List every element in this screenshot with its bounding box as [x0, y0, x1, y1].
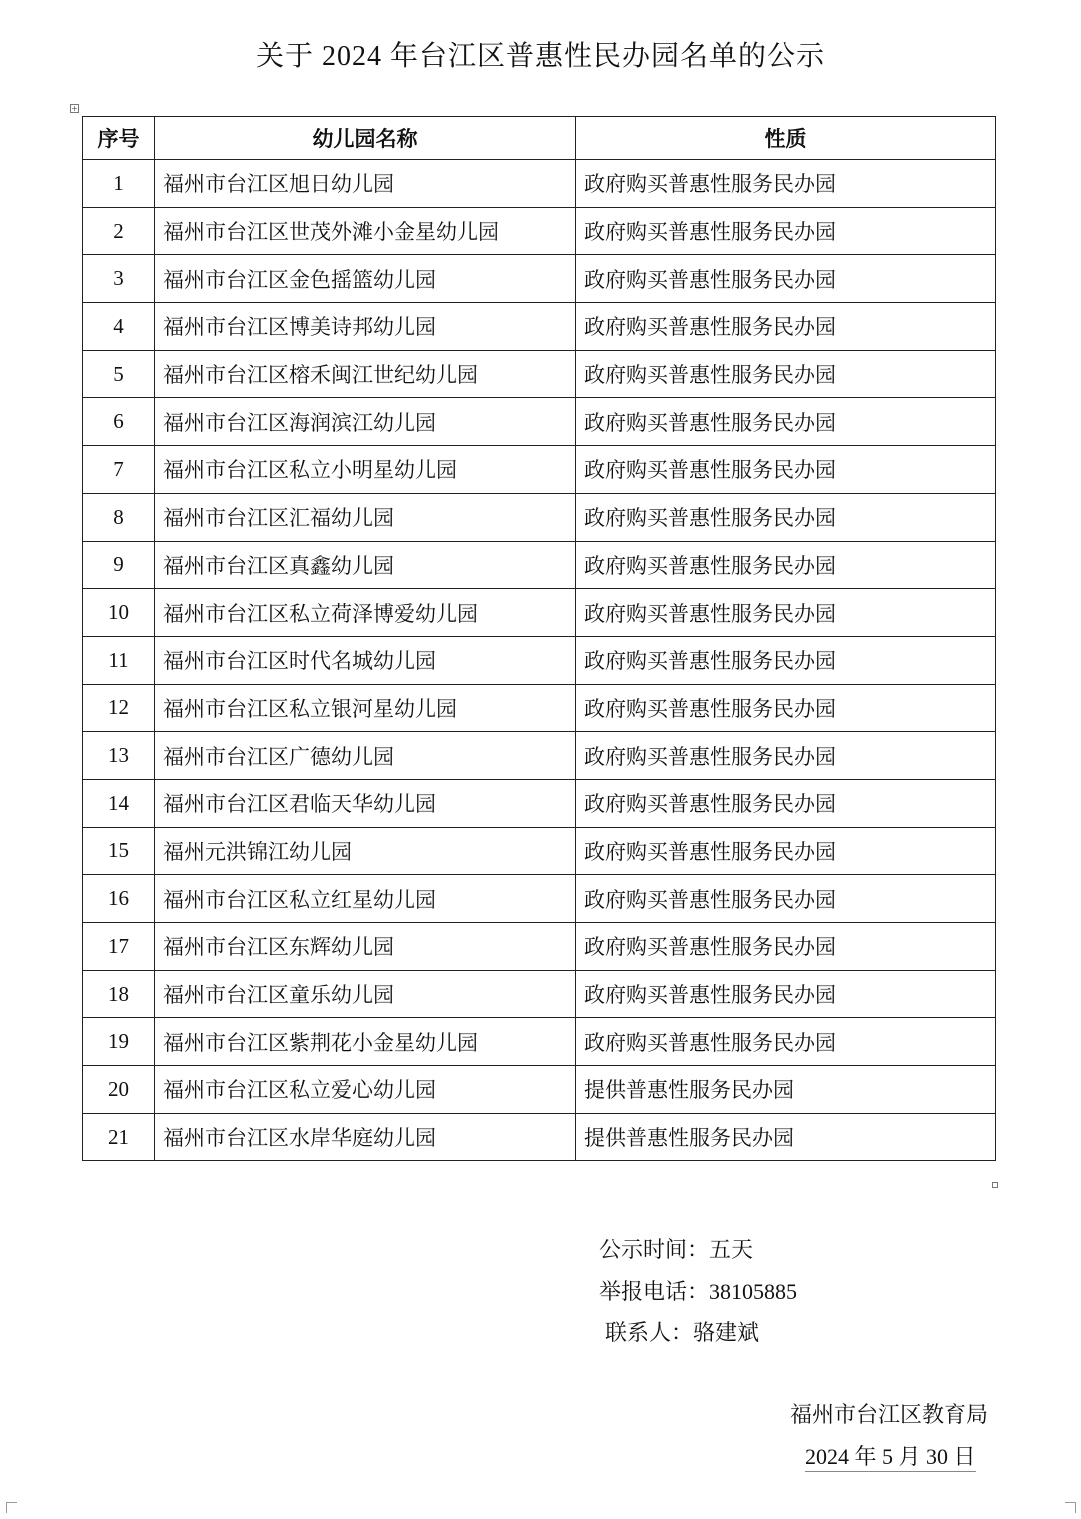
table-row [83, 1113, 996, 1161]
table-row [83, 207, 996, 255]
kindergarten-name: 福州市台江区博美诗邦幼儿园 [155, 303, 576, 351]
table-row [83, 684, 996, 732]
row-index: 19 [83, 1018, 155, 1066]
kindergarten-name: 福州市台江区君临天华幼儿园 [155, 779, 576, 827]
row-index: 4 [83, 303, 155, 351]
kindergarten-name: 福州元洪锦江幼儿园 [155, 827, 576, 875]
kindergarten-type: 政府购买普惠性服务民办园 [576, 732, 996, 780]
row-index: 5 [83, 350, 155, 398]
table-row [83, 779, 996, 827]
kindergarten-type: 政府购买普惠性服务民办园 [576, 207, 996, 255]
kindergarten-type: 政府购买普惠性服务民办园 [576, 398, 996, 446]
table-row [83, 303, 996, 351]
table-row [83, 255, 996, 303]
kindergarten-type: 政府购买普惠性服务民办园 [576, 779, 996, 827]
notice-contact: 联系人：骆建斌 [605, 1320, 760, 1345]
table-row [83, 875, 996, 923]
table-row [83, 970, 996, 1018]
row-index: 20 [83, 1066, 155, 1114]
table-move-handle-icon[interactable]: + [71, 104, 78, 113]
kindergarten-name: 福州市台江区私立荷泽博爱幼儿园 [155, 589, 576, 637]
row-index: 18 [83, 970, 155, 1018]
table-row [83, 446, 996, 494]
row-index: 8 [83, 493, 155, 541]
kindergarten-type: 政府购买普惠性服务民办园 [576, 160, 996, 208]
notice-hotline: 举报电话：38105885 [599, 1279, 798, 1304]
row-index: 12 [83, 684, 155, 732]
kindergarten-type: 政府购买普惠性服务民办园 [576, 255, 996, 303]
row-index: 9 [83, 541, 155, 589]
table-row [83, 350, 996, 398]
kindergarten-name: 福州市台江区榕禾闽江世纪幼儿园 [155, 350, 576, 398]
table-row [83, 923, 996, 971]
table-row [83, 1018, 996, 1066]
table-row [83, 589, 996, 637]
header-type: 性质 [576, 117, 996, 160]
row-index: 17 [83, 923, 155, 971]
table-header-row [83, 117, 996, 160]
kindergarten-name: 福州市台江区旭日幼儿园 [155, 160, 576, 208]
kindergarten-name: 福州市台江区海润滨江幼儿园 [155, 398, 576, 446]
kindergarten-name: 福州市台江区汇福幼儿园 [155, 493, 576, 541]
table-row [83, 827, 996, 875]
kindergarten-name: 福州市台江区私立爱心幼儿园 [155, 1066, 576, 1114]
table-row [83, 636, 996, 684]
kindergarten-name: 福州市台江区世茂外滩小金星幼儿园 [155, 207, 576, 255]
row-index: 6 [83, 398, 155, 446]
row-index: 2 [83, 207, 155, 255]
kindergarten-name: 福州市台江区广德幼儿园 [155, 732, 576, 780]
row-index: 3 [83, 255, 155, 303]
table-row [83, 732, 996, 780]
kindergarten-name: 福州市台江区东辉幼儿园 [155, 923, 576, 971]
kindergarten-type: 政府购买普惠性服务民办园 [576, 970, 996, 1018]
kindergarten-type: 政府购买普惠性服务民办园 [576, 1018, 996, 1066]
table-row [83, 493, 996, 541]
kindergarten-type: 政府购买普惠性服务民办园 [576, 684, 996, 732]
page-corner-mark-left [6, 1502, 17, 1513]
kindergarten-type: 提供普惠性服务民办园 [576, 1066, 996, 1114]
kindergarten-type: 政府购买普惠性服务民办园 [576, 446, 996, 494]
row-index: 13 [83, 732, 155, 780]
row-index: 1 [83, 160, 155, 208]
kindergarten-name: 福州市台江区私立银河星幼儿园 [155, 684, 576, 732]
kindergarten-table [82, 116, 996, 1161]
kindergarten-type: 政府购买普惠性服务民办园 [576, 875, 996, 923]
kindergarten-type: 政府购买普惠性服务民办园 [576, 303, 996, 351]
signature-org: 福州市台江区教育局 [790, 1402, 989, 1427]
kindergarten-name: 福州市台江区时代名城幼儿园 [155, 636, 576, 684]
kindergarten-type: 政府购买普惠性服务民办园 [576, 493, 996, 541]
kindergarten-type: 政府购买普惠性服务民办园 [576, 589, 996, 637]
kindergarten-type: 政府购买普惠性服务民办园 [576, 827, 996, 875]
row-index: 14 [83, 779, 155, 827]
row-index: 15 [83, 827, 155, 875]
row-index: 10 [83, 589, 155, 637]
document-title: 关于 2024 年台江区普惠性民办园名单的公示 [255, 41, 825, 72]
table-row [83, 1066, 996, 1114]
table-row [83, 541, 996, 589]
table-row [83, 160, 996, 208]
row-index: 7 [83, 446, 155, 494]
header-index: 序号 [83, 117, 155, 160]
signature-date-text: 2024 年 5 月 30 日 [805, 1444, 976, 1472]
kindergarten-name: 福州市台江区私立红星幼儿园 [155, 875, 576, 923]
kindergarten-name: 福州市台江区童乐幼儿园 [155, 970, 576, 1018]
notice-period: 公示时间：五天 [599, 1237, 754, 1262]
row-index: 21 [83, 1113, 155, 1161]
kindergarten-type: 政府购买普惠性服务民办园 [576, 541, 996, 589]
kindergarten-type: 政府购买普惠性服务民办园 [576, 636, 996, 684]
page-corner-mark-right [1065, 1502, 1076, 1513]
kindergarten-name: 福州市台江区水岸华庭幼儿园 [155, 1113, 576, 1161]
kindergarten-name: 福州市台江区紫荆花小金星幼儿园 [155, 1018, 576, 1066]
kindergarten-name: 福州市台江区私立小明星幼儿园 [155, 446, 576, 494]
row-index: 11 [83, 636, 155, 684]
kindergarten-name: 福州市台江区真鑫幼儿园 [155, 541, 576, 589]
header-name: 幼儿园名称 [155, 117, 576, 160]
signature-date [805, 1440, 976, 1471]
kindergarten-type: 提供普惠性服务民办园 [576, 1113, 996, 1161]
row-index: 16 [83, 875, 155, 923]
kindergarten-type: 政府购买普惠性服务民办园 [576, 350, 996, 398]
table-resize-handle-icon[interactable] [992, 1182, 998, 1188]
kindergarten-name: 福州市台江区金色摇篮幼儿园 [155, 255, 576, 303]
table-row [83, 398, 996, 446]
kindergarten-type: 政府购买普惠性服务民办园 [576, 923, 996, 971]
